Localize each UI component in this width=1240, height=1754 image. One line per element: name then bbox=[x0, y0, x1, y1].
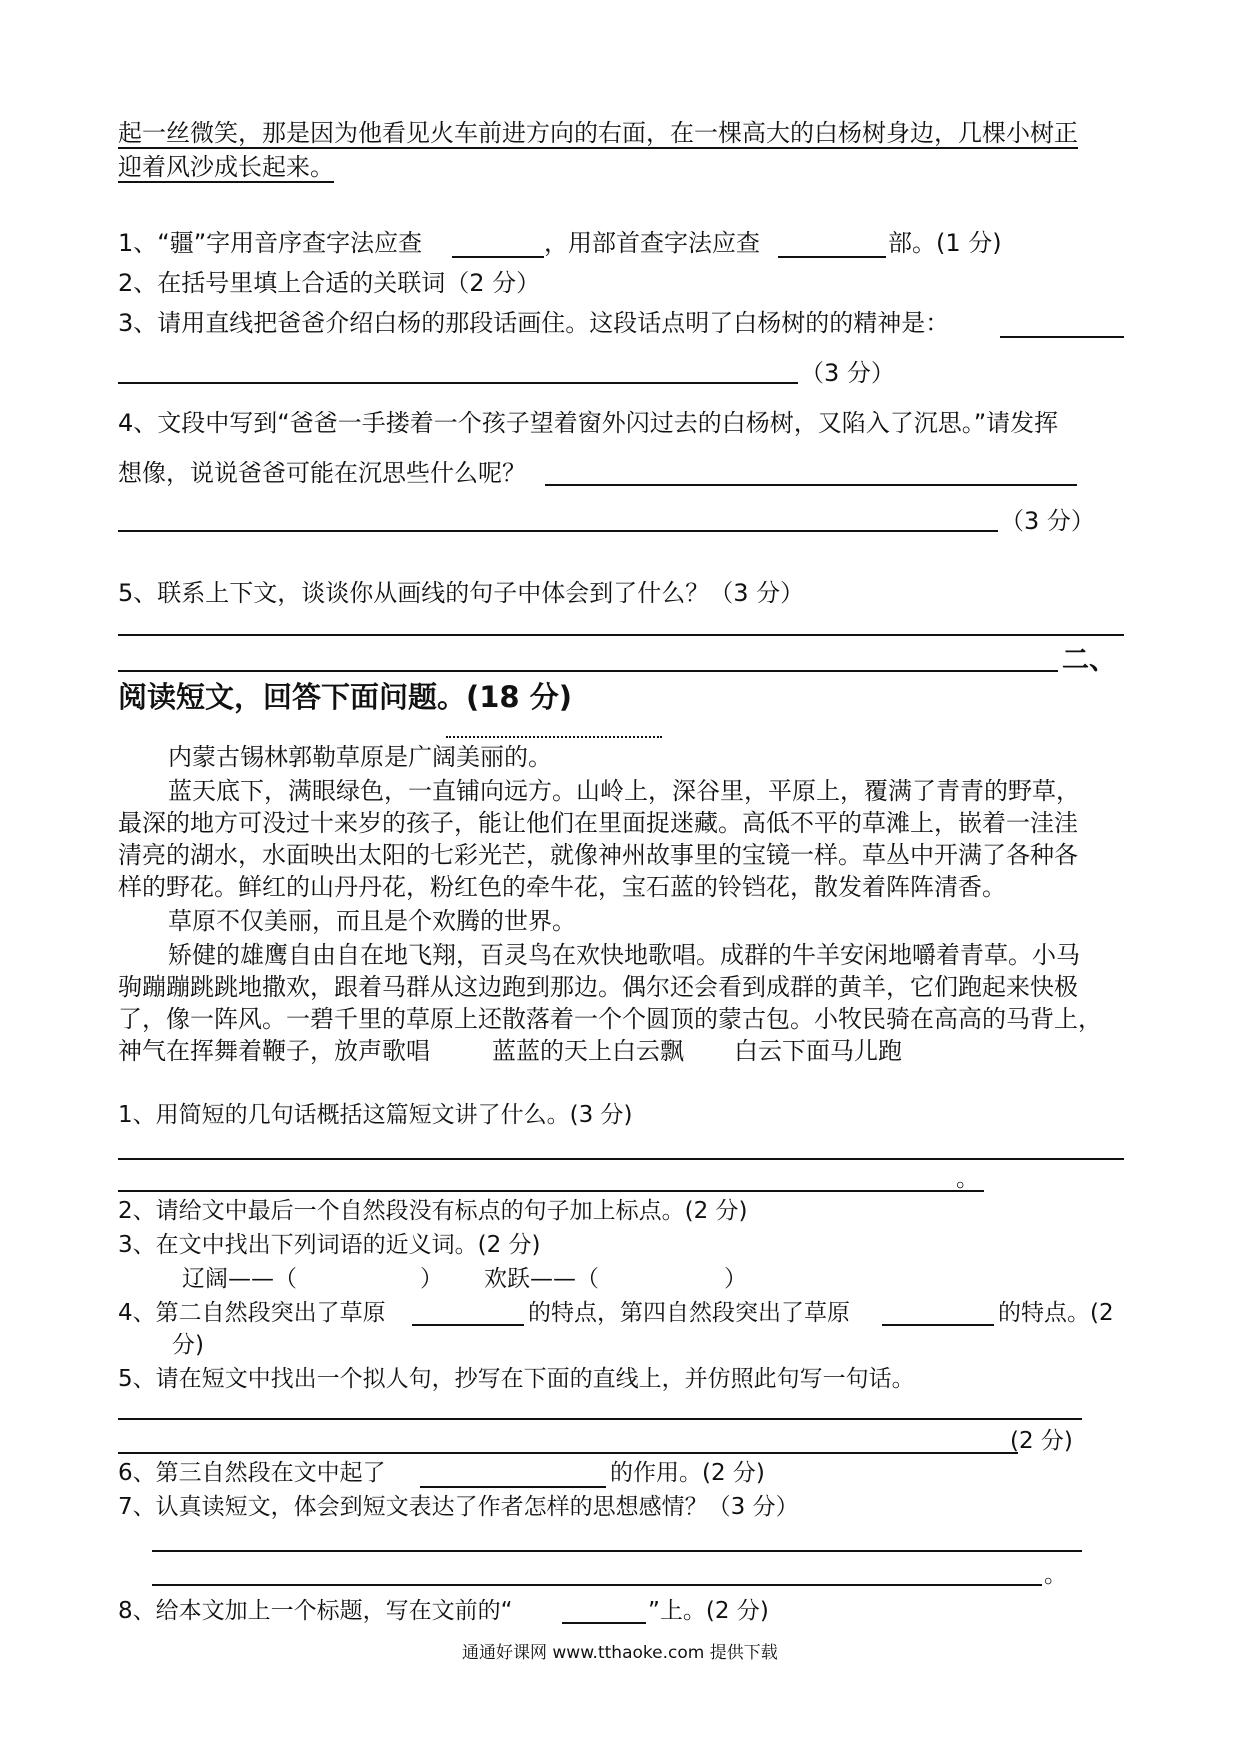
p1-question-4-score: （3 分） bbox=[1000, 507, 1095, 535]
title-dotted-line bbox=[446, 736, 662, 738]
p1-question-3: 3、请用直线把爸爸介绍白杨的那段话画住。这段话点明了白杨树的的精神是： bbox=[118, 309, 950, 337]
synonym-word-2: 欢跃——（ bbox=[484, 1266, 599, 1292]
answer-blank-p2q4b[interactable] bbox=[882, 1324, 994, 1326]
answer-blank-p2q7a[interactable] bbox=[152, 1550, 1082, 1552]
p1-question-1b: ，用部首查字法应查 bbox=[544, 229, 760, 257]
section-2-title: 阅读短文，回答下面问题。(18 分) bbox=[118, 680, 572, 714]
answer-blank-q3b[interactable] bbox=[118, 382, 798, 384]
synonym-word-1: 辽阔——（ bbox=[182, 1266, 297, 1292]
p2-question-6a: 6、第三自然段在文中起了 bbox=[118, 1460, 386, 1486]
p2-question-5: 5、请在短文中找出一个拟人句，抄写在下面的直线上，并仿照此句写一句话。 bbox=[118, 1366, 915, 1392]
answer-blank-p2q4a[interactable] bbox=[412, 1324, 524, 1326]
p2-question-5-score: (2 分) bbox=[1010, 1428, 1073, 1454]
answer-blank-p2q5a[interactable] bbox=[118, 1418, 1082, 1420]
p1-question-4-line2: 想像，说说爸爸可能在沉思些什么呢？ bbox=[118, 459, 526, 487]
p2-question-1: 1、用简短的几句话概括这篇短文讲了什么。(3 分) bbox=[118, 1102, 633, 1128]
answer-blank-p2q5b[interactable] bbox=[118, 1452, 1018, 1454]
answer-blank-q4b[interactable] bbox=[118, 530, 998, 532]
answer-blank-q3a[interactable] bbox=[1000, 336, 1124, 338]
answer-blank-p2q6[interactable] bbox=[420, 1486, 606, 1488]
underlined-sentence-end: 迎着风沙成长起来。 bbox=[118, 153, 334, 181]
answer-blank-p2q1b[interactable] bbox=[118, 1190, 984, 1192]
p2-question-1-end: 。 bbox=[956, 1166, 979, 1192]
answer-blank-q4a[interactable] bbox=[545, 484, 1077, 486]
synonym-word-2-close: ） bbox=[724, 1266, 747, 1292]
answer-blank-q1-sequence[interactable] bbox=[452, 256, 544, 258]
p1-question-1c: 部。(1 分) bbox=[888, 229, 1002, 257]
footer-source: 通通好课网 www.tthaoke.com 提供下载 bbox=[462, 1643, 778, 1663]
section-2-number: 二、 bbox=[1062, 645, 1116, 676]
p1-question-1a: 1、“疆”字用音序查字法应查 bbox=[118, 229, 423, 257]
answer-blank-p2q7b[interactable] bbox=[152, 1584, 1042, 1586]
reading-para-3: 草原不仅美丽，而且是个欢腾的世界。 bbox=[168, 907, 576, 935]
reading-para-2-line-3: 清亮的湖水，水面映出太阳的七彩光芒，就像神州故事里的宝镜一样。草丛中开满了各种各 bbox=[118, 841, 1078, 869]
p2-question-6b: 的作用。(2 分) bbox=[610, 1460, 765, 1486]
p2-question-4d: 分) bbox=[172, 1332, 204, 1358]
answer-blank-q1-radical[interactable] bbox=[778, 256, 886, 258]
answer-blank-q5a[interactable] bbox=[118, 634, 1124, 636]
reading-para-2-line-1: 蓝天底下，满眼绿色，一直铺向远方。山岭上，深谷里，平原上，覆满了青青的野草， bbox=[168, 777, 1080, 805]
p1-question-4-line1: 4、文段中写到“爸爸一手搂着一个孩子望着窗外闪过去的白杨树，又陷入了沉思。”请发挥 bbox=[118, 409, 1059, 437]
p2-question-3: 3、在文中找出下列词语的近义词。(2 分) bbox=[118, 1232, 541, 1258]
reading-para-4-line-4c: 白云下面马儿跑 bbox=[734, 1037, 902, 1065]
answer-blank-q5b[interactable] bbox=[118, 670, 1058, 672]
reading-para-4-line-2: 驹蹦蹦跳跳地撒欢，跟着马群从这边跑到那边。偶尔还会看到成群的黄羊，它们跑起来快极 bbox=[118, 973, 1078, 1001]
p2-question-8a: 8、给本文加上一个标题，写在文前的“ bbox=[118, 1598, 513, 1624]
synonym-word-1-close: ） bbox=[420, 1266, 443, 1292]
reading-para-2-line-2: 最深的地方可没过十来岁的孩子，能让他们在里面捉迷藏。高低不平的草滩上，嵌着一洼洼 bbox=[118, 809, 1078, 837]
reading-para-4-line-4b: 蓝蓝的天上白云飘 bbox=[492, 1037, 684, 1065]
p1-question-5: 5、联系上下文，谈谈你从画线的句子中体会到了什么？（3 分） bbox=[118, 579, 805, 607]
reading-para-4-line-1: 矫健的雄鹰自由自在地飞翔，百灵鸟在欢快地歌唱。成群的牛羊安闲地嚼着青草。小马 bbox=[168, 941, 1080, 969]
reading-para-1: 内蒙古锡林郭勒草原是广阔美丽的。 bbox=[168, 743, 552, 771]
p2-question-7: 7、认真读短文，体会到短文表达了作者怎样的思想感情？（3 分） bbox=[118, 1494, 799, 1520]
reading-para-4-line-4a: 神气在挥舞着鞭子，放声歌唱 bbox=[118, 1037, 430, 1065]
passage-line-2 bbox=[118, 152, 334, 182]
answer-blank-p2q1a[interactable] bbox=[118, 1158, 1124, 1160]
p1-question-3-score: （3 分） bbox=[800, 359, 895, 387]
p2-question-4c: 的特点。(2 bbox=[998, 1300, 1114, 1326]
p2-question-7-end: 。 bbox=[1044, 1562, 1067, 1588]
p2-question-8b: ”上。(2 分) bbox=[648, 1598, 769, 1624]
p2-question-2: 2、请给文中最后一个自然段没有标点的句子加上标点。(2 分) bbox=[118, 1198, 748, 1224]
underlined-sentence: 起一丝微笑，那是因为他看见火车前进方向的右面，在一棵高大的白杨树身边，几棵小树正 bbox=[118, 119, 1078, 147]
p1-question-2: 2、在括号里填上合适的关联词（2 分） bbox=[118, 269, 541, 297]
passage-line-1 bbox=[118, 118, 1078, 148]
reading-para-4-line-3: 了，像一阵风。一碧千里的草原上还散落着一个个圆顶的蒙古包。小牧民骑在高高的马背上， bbox=[118, 1005, 1102, 1033]
reading-para-2-line-4: 样的野花。鲜红的山丹丹花，粉红色的牵牛花，宝石蓝的铃铛花，散发着阵阵清香。 bbox=[118, 873, 1006, 901]
answer-blank-p2q8[interactable] bbox=[562, 1622, 646, 1624]
p2-question-4b: 的特点，第四自然段突出了草原 bbox=[528, 1300, 850, 1326]
p2-question-4a: 4、第二自然段突出了草原 bbox=[118, 1300, 386, 1326]
